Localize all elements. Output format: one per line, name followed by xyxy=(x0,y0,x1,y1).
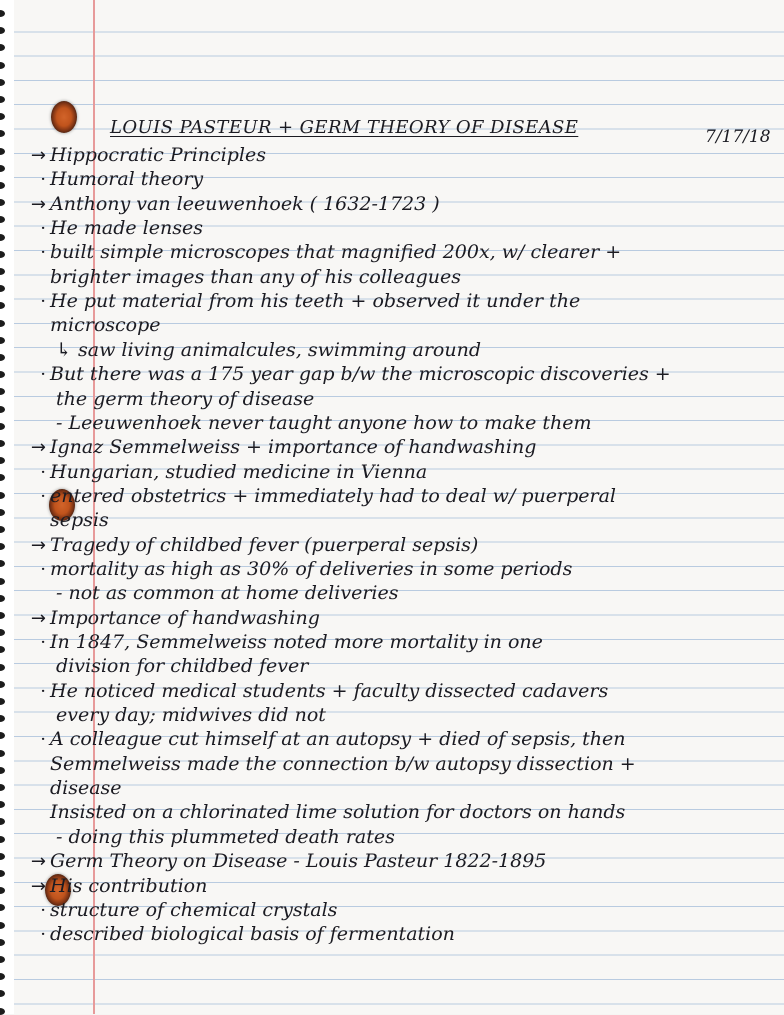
bullet-marker-icon: · xyxy=(40,729,46,751)
note-line xyxy=(0,192,440,217)
note-line xyxy=(0,338,481,362)
note-line-text: Tragedy of childbed fever (puerperal sepsis) xyxy=(50,533,479,556)
note-line-text: Semmelweiss made the connection b/w autopsy dissection + xyxy=(50,752,636,775)
note-line-text: His contribution xyxy=(50,874,208,897)
note-line xyxy=(0,776,122,800)
note-line xyxy=(0,362,671,387)
note-line xyxy=(0,606,320,631)
note-line-text: brighter images than any of his colleagues xyxy=(50,265,461,288)
note-line-text: - doing this plummeted death rates xyxy=(50,825,395,848)
note-line-text: He put material from his teeth + observed it under the xyxy=(50,290,581,313)
note-line-text: Insisted on a chlorinated lime solution for doctors on hands xyxy=(50,801,626,824)
perforation-dot xyxy=(0,44,5,51)
bullet-marker-icon: · xyxy=(40,680,46,702)
note-line xyxy=(0,167,203,192)
perforation-dot xyxy=(0,130,5,137)
note-line-text: Importance of handwashing xyxy=(50,606,320,629)
note-line xyxy=(0,484,616,509)
note-line-text: In 1847, Semmelweiss noted more mortality in one xyxy=(50,631,543,653)
note-line-text: Hungarian, studied medicine in Vienna xyxy=(50,460,428,483)
note-line xyxy=(0,679,608,704)
note-line-text: - Leeuwenhoek never taught anyone how to make them xyxy=(50,411,592,434)
perforation-dot xyxy=(0,62,5,69)
note-line-text: But there was a 175 year gap b/w the microscopic discoveries + xyxy=(50,363,671,386)
note-line xyxy=(0,240,621,265)
bullet-marker-icon: · xyxy=(40,218,46,240)
note-title: LOUIS PASTEUR + GERM THEORY OF DISEASE xyxy=(110,117,579,138)
note-line-text: Ignaz Semmelweiss + importance of handwashing xyxy=(50,436,537,459)
bullet-marker-icon: · xyxy=(40,899,46,921)
note-line xyxy=(0,898,337,923)
note-line-text: Germ Theory on Disease - Louis Pasteur 1822-1895 xyxy=(50,850,547,873)
note-line-text: - not as common at home deliveries xyxy=(50,582,399,605)
note-line xyxy=(0,411,592,435)
note-line xyxy=(0,265,461,289)
note-line xyxy=(0,800,625,824)
note-line xyxy=(0,435,536,460)
note-line xyxy=(0,727,626,752)
note-line xyxy=(0,630,543,655)
note-line-text: built simple microscopes that magnified 200x, w/ clearer + xyxy=(50,241,622,264)
perforation-dot xyxy=(0,79,5,86)
note-line-text: entered obstetrics + immediately had to deal w/ puerperal xyxy=(50,484,617,507)
note-line xyxy=(0,703,326,727)
note-line-text: the germ theory of disease xyxy=(50,387,315,410)
note-line xyxy=(0,849,546,874)
note-line-text: He made lenses xyxy=(50,217,203,240)
bullet-marker-icon: · xyxy=(40,169,46,191)
note-line-text: Hippocratic Principles xyxy=(50,144,266,166)
perforation-dot xyxy=(0,956,5,963)
note-line xyxy=(0,216,203,241)
note-line xyxy=(0,508,109,532)
bullet-marker-icon: · xyxy=(40,632,46,653)
note-line-text: disease xyxy=(50,777,122,800)
note-line-text: division for childbed fever xyxy=(50,655,309,678)
note-line xyxy=(0,533,478,558)
note-line-text: every day; midwives did not xyxy=(50,704,326,727)
note-line xyxy=(0,313,161,337)
note-line xyxy=(0,460,427,485)
bullet-marker-icon: · xyxy=(40,485,46,507)
bullet-marker-icon: · xyxy=(40,364,46,386)
binder-hole-top xyxy=(51,101,77,133)
note-line-text: microscope xyxy=(50,314,161,337)
arrow-marker-icon: → xyxy=(30,193,46,215)
perforation-dot xyxy=(0,990,5,997)
note-line-text: sepsis xyxy=(50,509,109,532)
perforation-dot xyxy=(0,113,5,120)
arrow-marker-icon: → xyxy=(30,534,46,556)
note-line-text: structure of chemical crystals xyxy=(50,898,338,921)
note-line xyxy=(0,874,207,899)
bullet-marker-icon: · xyxy=(40,242,46,264)
note-line-text: Anthony van leeuwenhoek ( 1632-1723 ) xyxy=(50,192,440,215)
arrow-marker-icon: → xyxy=(30,145,46,166)
note-line xyxy=(0,752,636,776)
perforation-dot xyxy=(0,96,5,103)
note-line-text: mortality as high as 30% of deliveries in some periods xyxy=(50,557,573,580)
arrow-marker-icon: → xyxy=(30,875,46,897)
note-line xyxy=(0,654,308,678)
perforation-dot xyxy=(0,10,5,17)
arrow-marker-icon: → xyxy=(30,851,46,873)
note-line-text: He noticed medical students + faculty dissected cadavers xyxy=(50,679,609,702)
bullet-marker-icon: · xyxy=(40,291,46,313)
note-line xyxy=(0,825,395,849)
arrow-marker-icon: → xyxy=(30,607,46,629)
note-line-text: Humoral theory xyxy=(50,168,204,191)
bullet-marker-icon: · xyxy=(40,461,46,483)
note-line xyxy=(0,289,580,314)
note-line xyxy=(0,143,266,168)
perforation-dot xyxy=(0,973,5,980)
note-line xyxy=(0,922,455,947)
note-line-text: described biological basis of fermentation xyxy=(50,923,455,946)
note-line xyxy=(0,387,314,411)
note-line-text: A colleague cut himself at an autopsy + died of sepsis, then xyxy=(50,728,626,751)
note-line-text: ↳ saw living animalcules, swimming around xyxy=(50,338,481,361)
bullet-marker-icon: · xyxy=(40,558,46,580)
perforation-dot xyxy=(0,27,5,34)
note-line xyxy=(0,557,572,582)
bullet-marker-icon: · xyxy=(40,924,46,946)
arrow-marker-icon: → xyxy=(30,437,46,459)
note-date: 7/17/18 xyxy=(705,127,771,147)
note-line xyxy=(0,581,398,605)
